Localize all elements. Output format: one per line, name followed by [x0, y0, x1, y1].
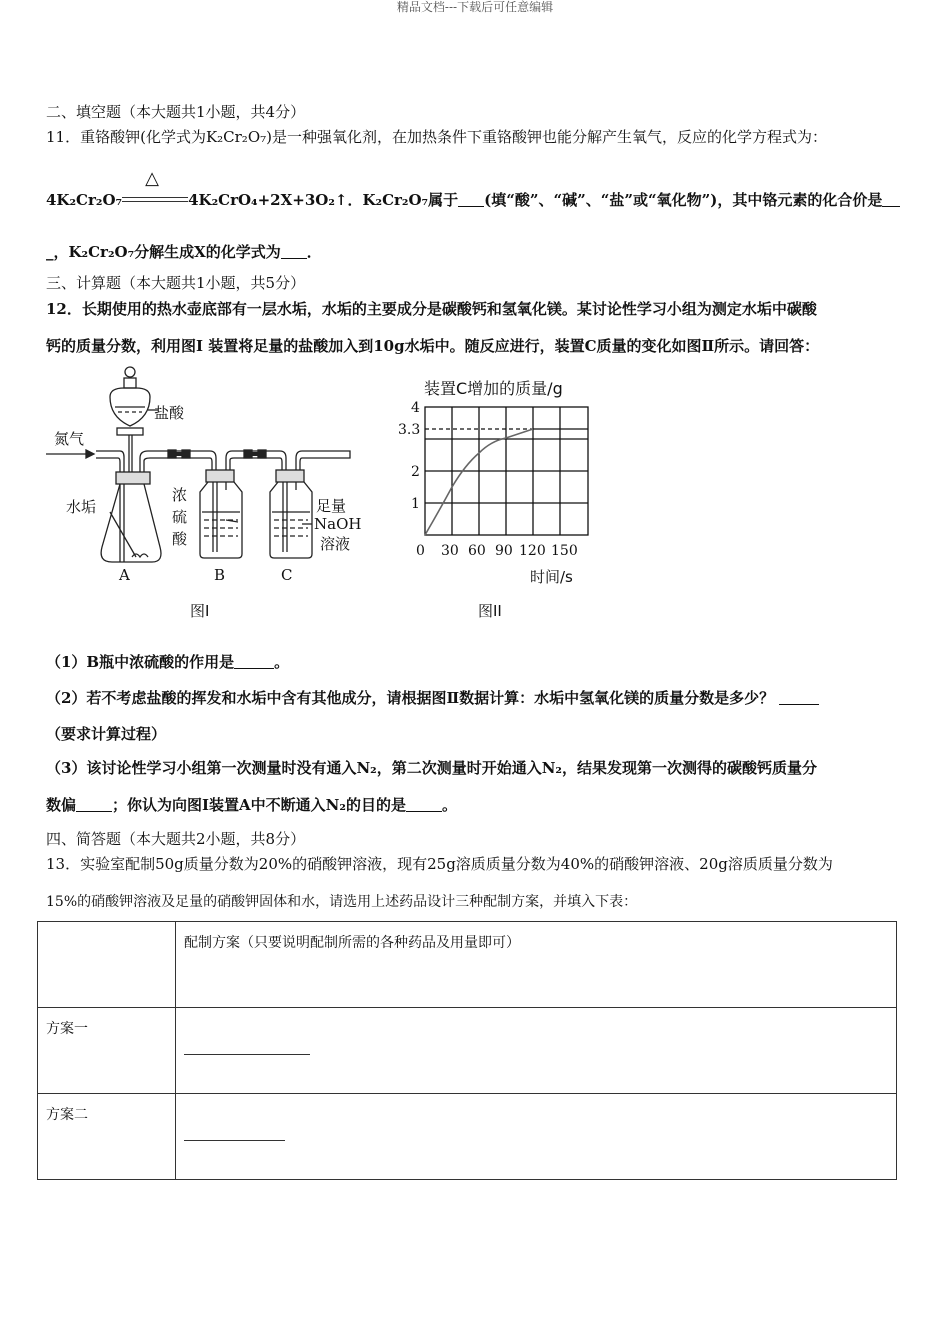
svg-text:0: 0 — [416, 543, 425, 559]
label-hydrochloric-acid: 盐酸 — [154, 404, 185, 422]
label-apparatus-b: B — [214, 566, 226, 584]
q12-line2: 钙的质量分数，利用图Ⅰ 装置将足量的盐酸加入到10g水垢中。随反应进行，装置C质量的变化如图Ⅱ所示。请回答： — [46, 337, 820, 355]
page-watermark-header: 精品文档---下载后可任意编辑 — [396, 0, 554, 14]
q13-line1: 13．实验室配制50g质量分数为20%的硝酸钾溶液，现有25g溶质质量分数为40%的硝酸钾溶液、20g溶质质量分数为 — [46, 855, 833, 873]
eq-heat-condition — [122, 168, 188, 211]
figure-1-apparatus — [40, 362, 370, 622]
table-row — [38, 1094, 897, 1180]
label-naoh-3: 溶液 — [320, 535, 351, 553]
label-nitrogen: 氮气 — [54, 430, 85, 448]
svg-text:2: 2 — [411, 464, 420, 480]
answer-blank[interactable] — [184, 1054, 310, 1055]
svg-text:30: 30 — [441, 543, 459, 559]
q12-sub3-line1: （3）该讨论性学习小组第一次测量时没有通入N₂，第二次测量时开始通入N₂，结果发现第一次测得的碳酸钙质量分 — [46, 759, 818, 777]
q12-sub2-note: （要求计算过程） — [46, 725, 167, 743]
section-2-title: 二、填空题（本大题共1小题，共4分） — [46, 103, 306, 121]
table-header-plan: 配制方案（只要说明配制所需的各种药品及用量即可） — [176, 922, 897, 1008]
eq-products: 4K₂CrO₄+2X+3O₂↑．K₂Cr₂O₇属于 — [188, 191, 459, 209]
label-conc-sulfuric-2: 硫 — [172, 508, 188, 526]
q12-sub2: （2）若不考虑盐酸的挥发和水垢中含有其他成分，请根据图Ⅱ数据计算：水垢中氢氧化镁的质量分数是多少？ — [46, 688, 819, 708]
answer-blank[interactable] — [76, 797, 112, 812]
table-row — [38, 1008, 897, 1094]
chart-x-axis-label: 时间/s — [530, 568, 573, 586]
label-naoh-1: 足量 — [316, 497, 347, 515]
row-label-plan-1: 方案一 — [38, 1008, 176, 1094]
answer-blank[interactable] — [406, 797, 442, 812]
label-conc-sulfuric-3: 酸 — [172, 530, 188, 548]
section-4-title: 四、简答题（本大题共2小题，共8分） — [46, 830, 306, 848]
heat-triangle-icon: △ — [145, 168, 159, 189]
label-apparatus-c: C — [281, 566, 293, 584]
label-naoh-2: NaOH — [314, 515, 362, 533]
figure-2-caption: 图II — [478, 602, 502, 620]
label-apparatus-a: A — [119, 566, 130, 584]
svg-text:3.3: 3.3 — [398, 422, 421, 438]
label-scale: 水垢 — [66, 498, 97, 516]
answer-blank[interactable] — [184, 1140, 285, 1141]
label-conc-sulfuric-1: 浓 — [172, 486, 188, 504]
table-header-row — [38, 922, 897, 1008]
answer-blank[interactable] — [882, 192, 900, 207]
figure-1-caption: 图I — [190, 602, 210, 620]
q12-sub1: （1）B瓶中浓硫酸的作用是 。 — [46, 653, 290, 671]
svg-text:60: 60 — [468, 543, 486, 559]
figure-2-chart — [395, 395, 605, 590]
eq-reactant: 4K₂Cr₂O₇ — [46, 191, 123, 209]
answer-blank[interactable] — [281, 244, 307, 259]
plan-2-answer-cell[interactable] — [176, 1094, 897, 1180]
q12-sub3-line2: 数偏 ；你认为向图Ⅰ装置A中不断通入N₂的目的是 。 — [46, 796, 457, 814]
q12-line1: 12．长期使用的热水壶底部有一层水垢，水垢的主要成分是碳酸钙和氢氧化镁。某讨论性学习小组为测定水垢中碳酸 — [46, 300, 817, 318]
chart-title: 装置C增加的质量/g — [424, 379, 563, 398]
eq-tail: (填“酸”、“碱”、“盐”或“氧化物”)，其中铬元素的化合价是 — [484, 191, 883, 209]
svg-text:4: 4 — [411, 400, 420, 416]
svg-text:1: 1 — [411, 496, 420, 512]
plan-1-answer-cell[interactable] — [176, 1008, 897, 1094]
answer-blank[interactable] — [779, 690, 819, 705]
svg-text:90: 90 — [495, 543, 513, 559]
answer-blank[interactable] — [234, 654, 274, 669]
svg-text:150: 150 — [551, 543, 578, 559]
q13-line2: 15%的硝酸钾溶液及足量的硝酸钾固体和水，请选用上述药品设计三种配制方案，并填入下表： — [46, 894, 638, 910]
q11-line1: 11．重铬酸钾(化学式为K₂Cr₂O₇)是一种强氧化剂，在加热条件下重铬酸钾也能分解产生氧气，反应的化学方程式为： — [46, 128, 827, 146]
q11-line3: _，K₂Cr₂O₇分解生成X的化学式为 ． — [46, 243, 322, 261]
plan-table — [37, 921, 897, 1180]
svg-text:120: 120 — [519, 543, 546, 559]
section-3-title: 三、计算题（本大题共1小题，共5分） — [46, 274, 306, 292]
row-label-plan-2: 方案二 — [38, 1094, 176, 1180]
table-header-empty-cell — [38, 922, 176, 1008]
answer-blank[interactable] — [458, 192, 484, 207]
q11-equation — [46, 168, 900, 211]
